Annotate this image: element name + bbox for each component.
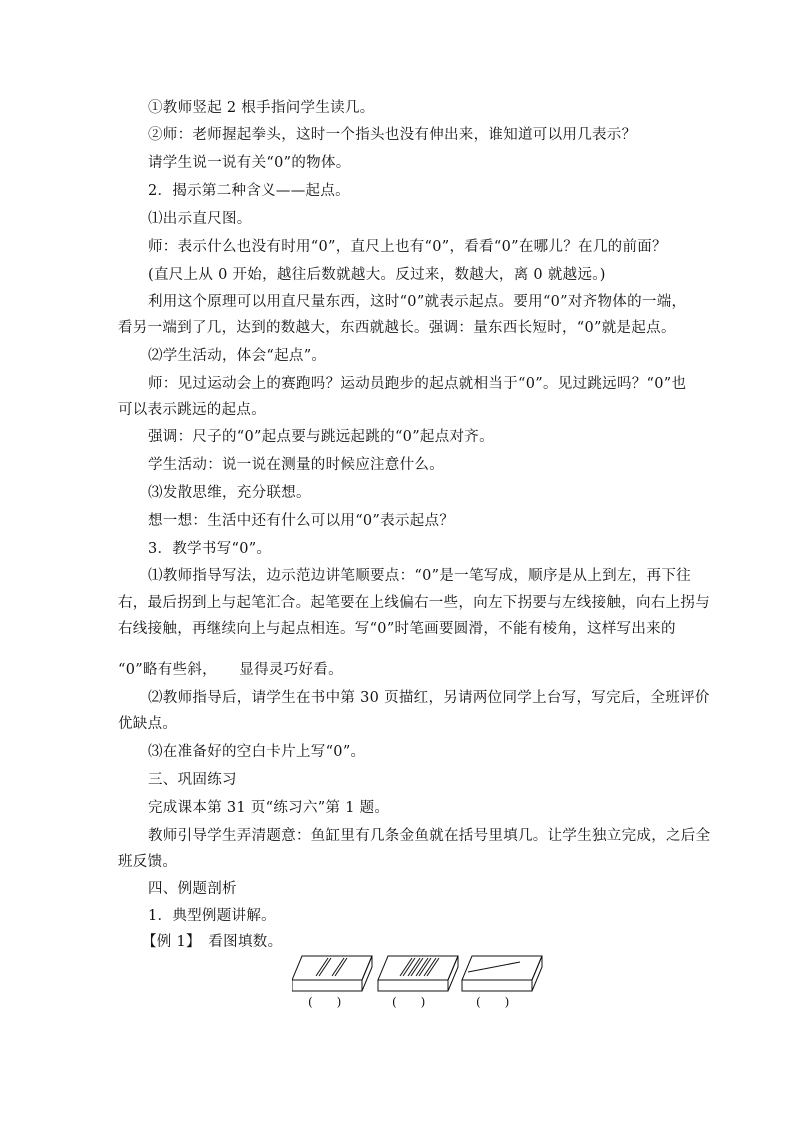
- text-line-6: 师：表示什么也没有时用“0”，直尺上也有“0”，看看“0”在哪儿？在几的前面？: [148, 239, 667, 255]
- text-line-9: 看另一端到了几，达到的数越大，东西就越长。强调：量东西长短时，“0”就是起点。: [118, 320, 676, 336]
- text-line-1: ①教师竖起 2 根手指问学生读几。: [148, 100, 375, 116]
- text-line-30: 1．典型例题讲解。: [148, 908, 276, 924]
- tank-2: [378, 956, 458, 991]
- section-heading-practice: 三、巩固练习: [148, 772, 237, 788]
- text-line-26: 完成课本第 31 页“练习六”第 1 题。: [148, 800, 390, 816]
- text-line-12: 可以表示跳远的起点。: [118, 402, 266, 418]
- text-line-20: 右线接触，再继续向上与起点相连。写“0”时笔画要圆滑，不能有棱角，这样写出来的: [118, 621, 676, 637]
- tank-2-stripes: [400, 958, 439, 976]
- fish-tank-drawings: [292, 950, 554, 994]
- text-line-15: ⑶发散思维，充分联想。: [148, 485, 311, 501]
- tank-1: [292, 956, 372, 991]
- example-1-heading: 【例 1】 看图填数。: [142, 934, 283, 950]
- tank-3-answer-blank: ( ): [476, 995, 510, 1009]
- tank-1-stripes: [316, 958, 347, 976]
- text-line-16: 想一想：生活中还有什么可以用“0”表示起点？: [148, 513, 455, 529]
- text-line-27: 教师引导学生弄清题意：鱼缸里有几条金鱼就在括号里填几。让学生独立完成，之后全: [148, 828, 711, 844]
- text-line-18: ⑴教师指导写法，边示范边讲笔顺要点：“0”是一笔写成，顺序是从上到左，再下往: [148, 568, 691, 584]
- text-line-3: 请学生说一说有关“0”的物体。: [148, 155, 351, 171]
- text-line-28: 班反馈。: [118, 854, 178, 870]
- text-line-8: 利用这个原理可以用直尺量东西，这时“0”就表示起点。要用“0”对齐物体的一端，: [148, 294, 687, 310]
- tank-2-answer-blank: ( ): [392, 995, 426, 1009]
- tank-3: [462, 956, 542, 991]
- text-line-14: 学生活动：说一说在测量的时候应注意什么。: [148, 457, 444, 473]
- text-line-13: 强调：尺子的“0”起点要与跳远起跳的“0”起点对齐。: [148, 429, 494, 445]
- section-heading-2: 2．揭示第二种含义——起点。: [148, 183, 350, 199]
- text-line-21: “0”略有些斜， 显得灵巧好看。: [118, 662, 343, 678]
- text-line-23: 优缺点。: [118, 716, 178, 732]
- text-line-24: ⑶在准备好的空白卡片上写“0”。: [148, 744, 366, 760]
- text-line-19: 右，最后拐到上与起笔汇合。起笔要在上线偏右一些，向左下拐要与左线接触，向右上拐与: [118, 595, 710, 611]
- tank-3-stripes: [468, 962, 520, 972]
- section-heading-3: 3．教学书写“0”。: [148, 541, 272, 557]
- text-line-2: ②师：老师握起拳头，这时一个指头也没有伸出来，谁知道可以用几表示？: [148, 127, 637, 143]
- text-line-10: ⑵学生活动，体会“起点”。: [148, 348, 327, 364]
- section-heading-examples: 四、例题剖析: [148, 881, 237, 897]
- tank-1-answer-blank: ( ): [308, 995, 342, 1009]
- fish-tank-figure: [292, 950, 554, 1012]
- text-line-5: ⑴出示直尺图。: [148, 211, 252, 227]
- text-line-22: ⑵教师指导后，请学生在书中第 30 页描红，另请两位同学上台写，写完后，全班评价: [148, 690, 710, 706]
- text-line-7: (直尺上从 0 开始，越往后数就越大。反过来，数越大，离 0 就越远。): [148, 267, 606, 283]
- text-line-11: 师：见过运动会上的赛跑吗？运动员跑步的起点就相当于“0”。见过跳远吗？“0”也: [148, 376, 687, 392]
